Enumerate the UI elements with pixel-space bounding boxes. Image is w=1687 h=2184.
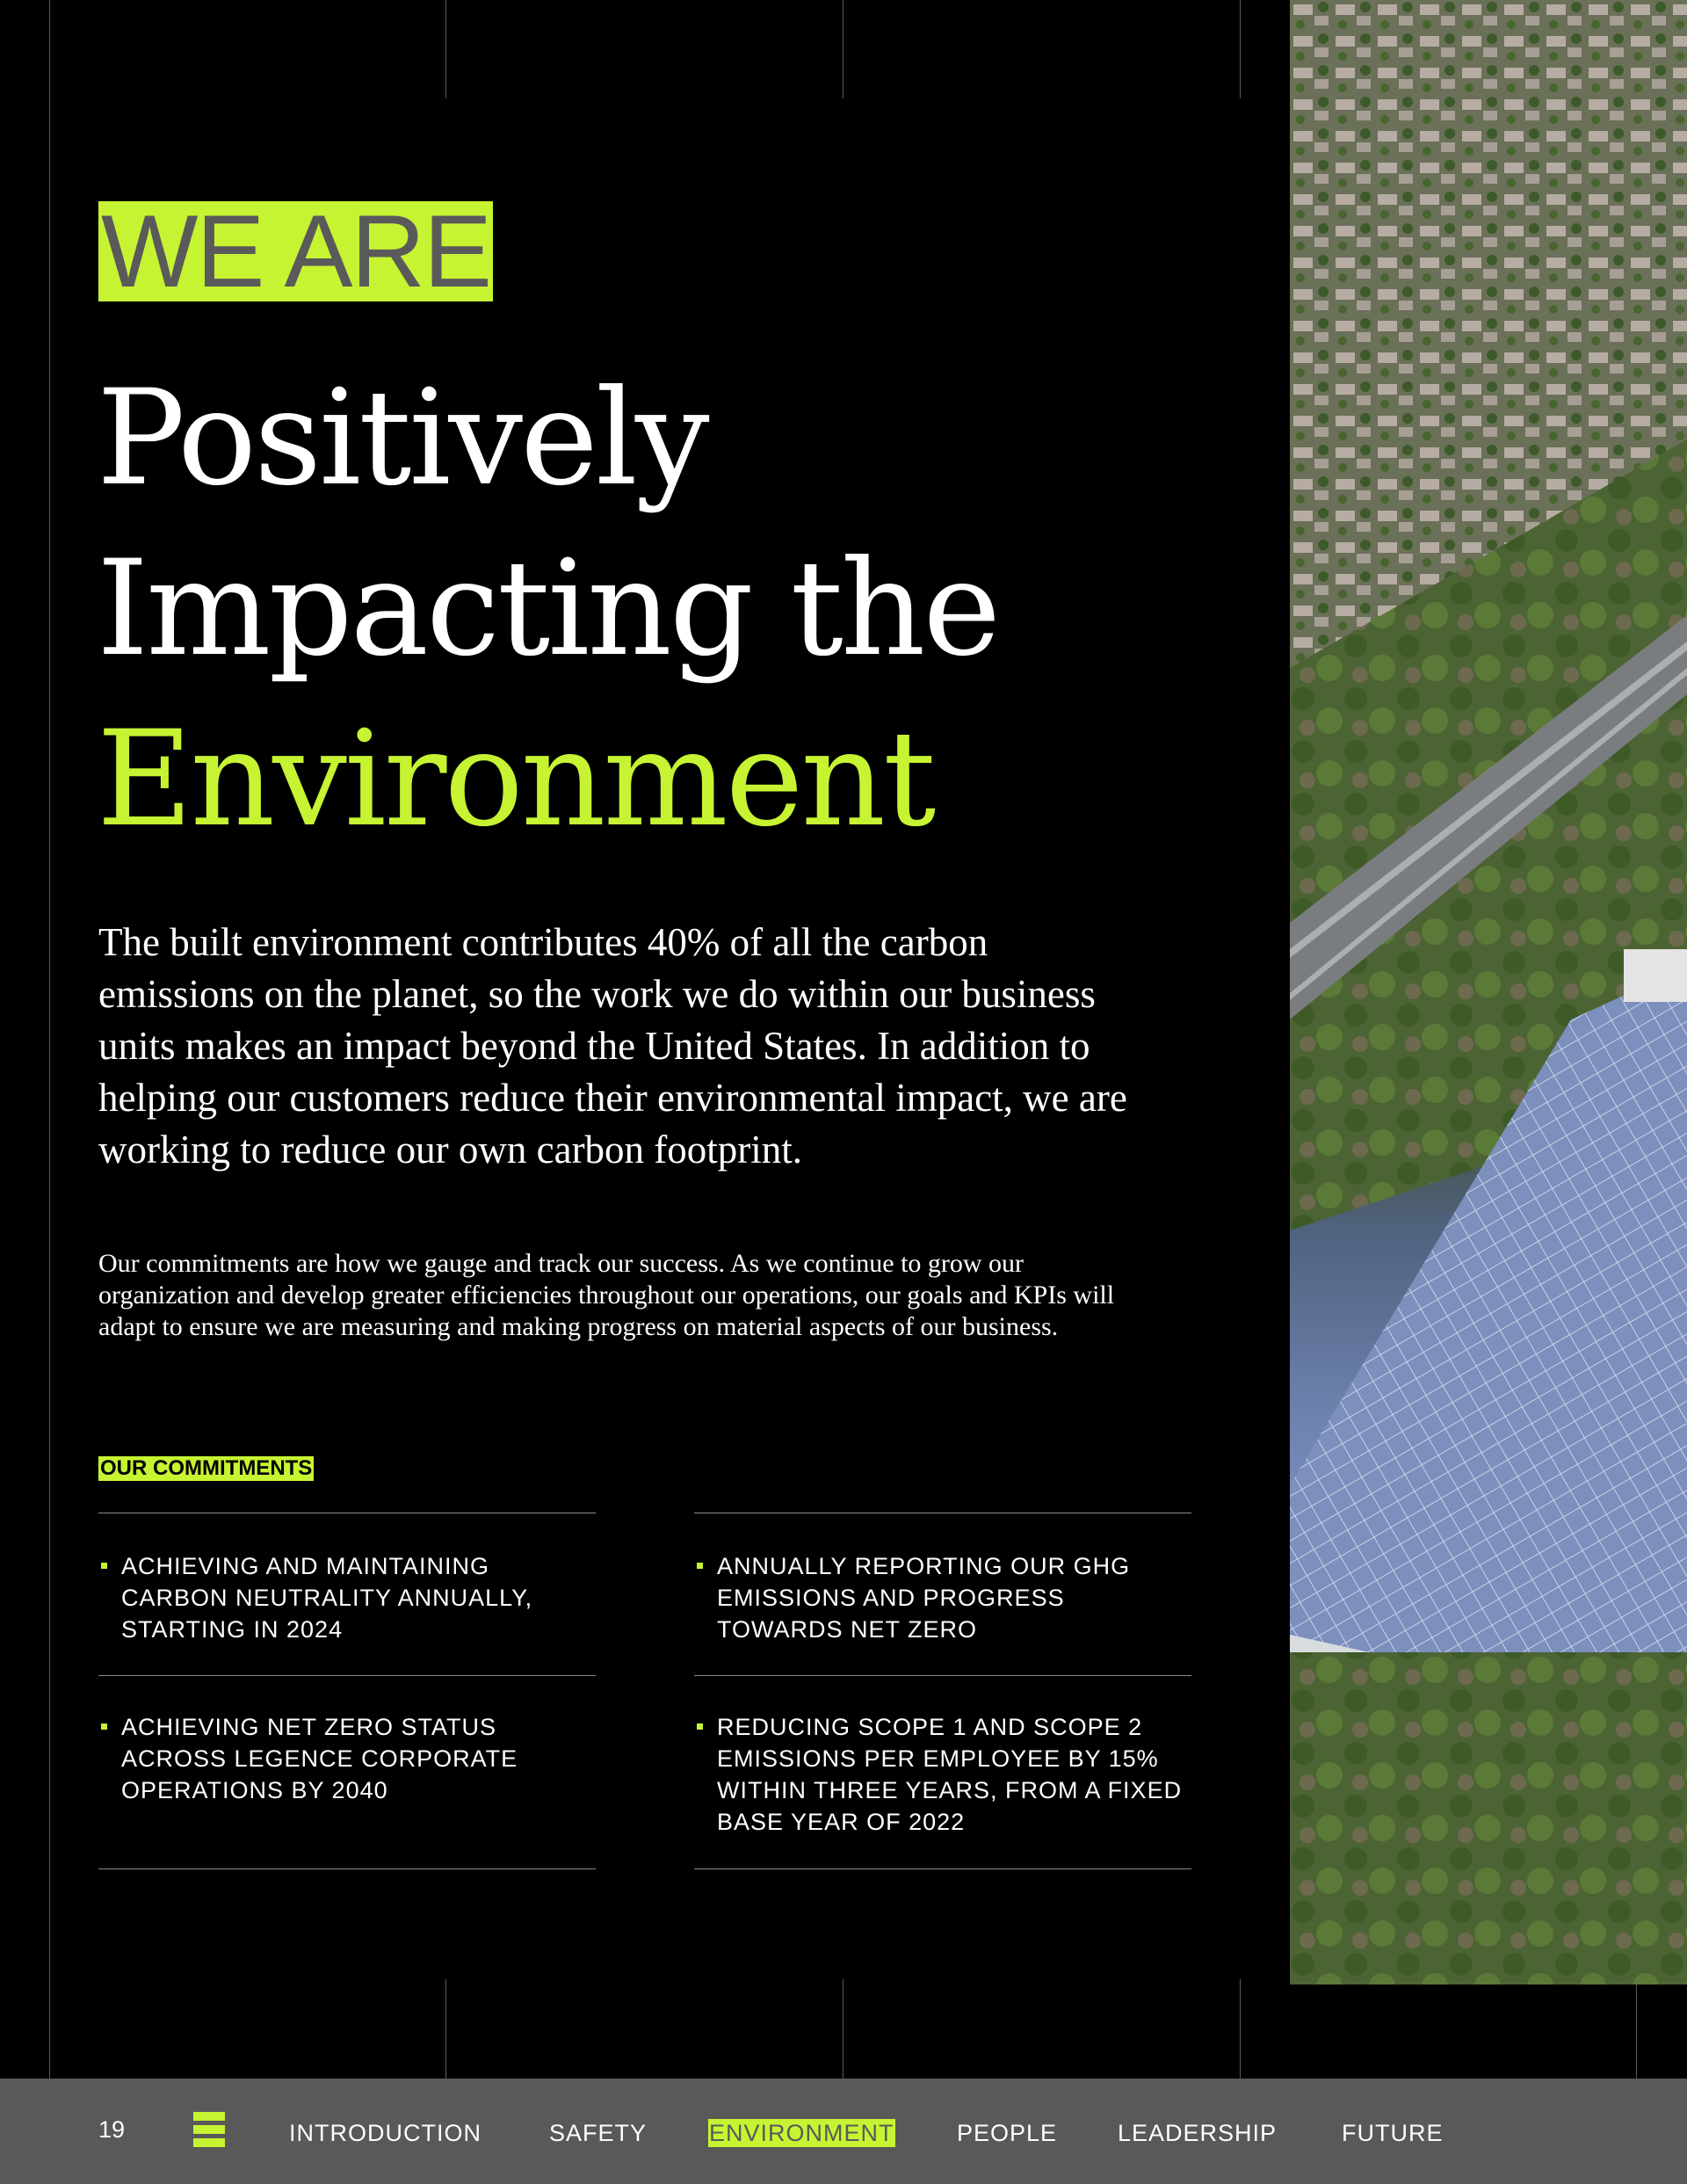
nav-future[interactable]: FUTURE bbox=[1342, 2120, 1444, 2146]
commitment-text: ANNUALLY REPORTING OUR GHG EMISSIONS AND PROGRESS TOWARDS NET ZERO bbox=[717, 1553, 1131, 1643]
title-line-2: Impacting the bbox=[97, 533, 999, 686]
commitment-text: REDUCING SCOPE 1 AND SCOPE 2 EMISSIONS PER EMPLOYEE BY 15% WITHIN THREE YEARS, FROM A FIXED BASE YEAR OF 2022 bbox=[717, 1714, 1183, 1835]
commitments-heading: OUR COMMITMENTS bbox=[100, 1456, 313, 1480]
divider bbox=[98, 1868, 596, 1869]
guide-line bbox=[843, 0, 844, 98]
nav-safety[interactable]: SAFETY bbox=[549, 2120, 648, 2146]
nav-introduction[interactable]: INTRODUCTION bbox=[289, 2120, 481, 2146]
commitment-item bbox=[98, 1711, 596, 1806]
commitment-text: ACHIEVING NET ZERO STATUS ACROSS LEGENCE CORPORATE OPERATIONS BY 2040 bbox=[121, 1714, 518, 1803]
guide-line bbox=[445, 1979, 446, 2079]
nav-people[interactable]: PEOPLE bbox=[957, 2120, 1058, 2146]
divider bbox=[694, 1868, 1191, 1869]
page-number: 19 bbox=[98, 2116, 126, 2143]
guide-line bbox=[1240, 0, 1241, 98]
aerial-photo bbox=[1290, 0, 1687, 1984]
divider bbox=[98, 1675, 596, 1676]
nav-leadership[interactable]: LEADERSHIP bbox=[1118, 2120, 1278, 2146]
page-title bbox=[97, 353, 998, 865]
commitment-text: ACHIEVING AND MAINTAINING CARBON NEUTRALITY ANNUALLY, STARTING IN 2024 bbox=[121, 1553, 533, 1643]
lead-paragraph: The built environment contributes 40% of all the carbon emissions on the planet, so the work we do within our business units makes an impact beyond the United States. In addition to helping our customers reduce their environmental impact, we are working to reduce our own carbon footprint. bbox=[98, 920, 1127, 1172]
section-tag: WE ARE bbox=[98, 201, 493, 301]
title-line-1: Positively bbox=[97, 362, 707, 515]
nav-environment[interactable]: ENVIRONMENT bbox=[709, 2120, 894, 2146]
logo-icon[interactable] bbox=[193, 2112, 225, 2147]
guide-line bbox=[49, 0, 50, 2184]
aerial-photo-illustration bbox=[1290, 0, 1687, 1984]
body-paragraph: Our commitments are how we gauge and track our success. As we continue to grow our organization and develop greater efficiencies throughout our operations, our goals and KPIs will adapt to ensure we are measuring and making progress on material aspects of our business. bbox=[98, 1249, 1115, 1341]
guide-line bbox=[445, 0, 446, 98]
commitment-item bbox=[98, 1550, 596, 1645]
commitment-item bbox=[694, 1711, 1191, 1838]
bullet-icon bbox=[101, 1723, 107, 1730]
bullet-icon bbox=[101, 1563, 107, 1569]
divider bbox=[694, 1675, 1191, 1676]
bullet-icon bbox=[697, 1563, 703, 1569]
guide-line bbox=[843, 1979, 844, 2079]
guide-line bbox=[1240, 1979, 1241, 2079]
title-line-3: Environment bbox=[97, 703, 934, 856]
bullet-icon bbox=[697, 1723, 703, 1730]
commitment-item bbox=[694, 1550, 1191, 1645]
